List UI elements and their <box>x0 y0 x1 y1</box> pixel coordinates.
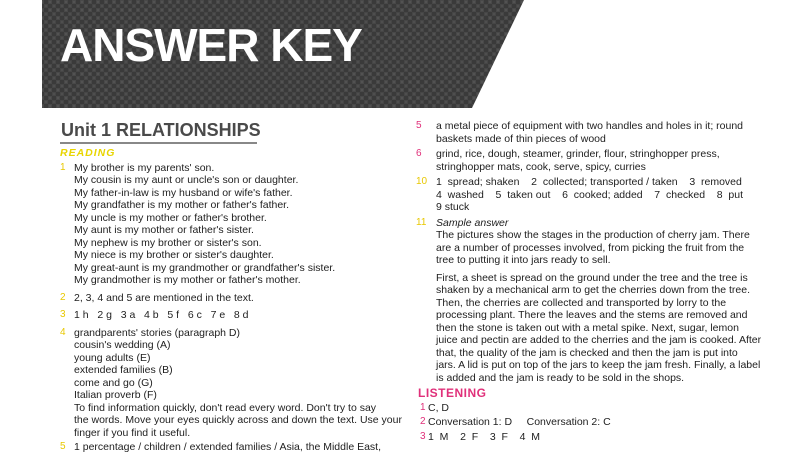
item-number: 5 <box>416 120 422 131</box>
answer-line: 1 percentage / children / extended families / Asia, the Middle East, <box>74 441 382 453</box>
answer-line: then the stone is taken out with a metal spike. Next, sugar, lemon <box>436 321 739 334</box>
item-number: 3 <box>60 309 66 320</box>
item-number: 11 <box>416 216 427 228</box>
answer-key-page <box>0 110 808 468</box>
answer-item-4 <box>60 327 405 440</box>
answer-line: Then, the cherries are collected and transported by lorry to the <box>436 296 727 309</box>
answer-line: grandparents' stories (paragraph D) <box>74 326 241 339</box>
answer-line: finger if you find it useful. <box>74 426 191 439</box>
listening-heading: LISTENING <box>418 386 487 400</box>
left-column <box>60 147 405 454</box>
answer-line: 9 stuck <box>436 201 470 213</box>
answer-line: are a number of processes involved, from picking the fruit from the <box>436 241 745 254</box>
listening-item-2 <box>416 416 786 429</box>
unit-title-underline <box>60 142 257 144</box>
header-banner <box>0 0 808 110</box>
answer-item-5 <box>60 441 405 454</box>
answer-line: stringhopper mats, cook, serve, spicy, curries <box>436 160 646 173</box>
reading-heading: READING <box>60 147 116 159</box>
answer-line: My niece is my brother or sister's daughter. <box>74 249 274 261</box>
answer-line: that, the quality of the jam is checked and then the jam is put into <box>436 346 738 359</box>
item-number: 5 <box>60 441 66 452</box>
answer-item-10 <box>416 176 786 214</box>
item-number: 2 <box>60 291 66 303</box>
answer-line: First, a sheet is spread on the ground under the tree and the tree is <box>436 271 748 284</box>
answer-line: 2, 3, 4 and 5 are mentioned in the text. <box>74 291 254 304</box>
answer-line: cousin's wedding (A) <box>74 339 171 351</box>
answer-line: young adults (E) <box>74 351 151 364</box>
answer-line: My aunt is my mother or father's sister. <box>74 224 254 236</box>
listening-item-3 <box>416 431 786 444</box>
answer-item-1 <box>60 162 405 287</box>
answer-line: My nephew is my brother or sister's son. <box>74 236 262 249</box>
answer-line: baskets made of thin pieces of wood <box>436 132 606 145</box>
answer-item-6 <box>416 148 786 173</box>
answer-line: shaken by a mechanical arm to get the cherries down from the tree. <box>436 284 750 296</box>
item-number: 1 <box>60 161 66 173</box>
answer-line: 1 spread; shaken 2 collected; transported / taken 3 removed <box>436 176 742 188</box>
answer-line: Italian proverb (F) <box>74 389 157 401</box>
item-number: 3 <box>420 430 426 442</box>
right-column <box>416 120 786 443</box>
answer-line: To find information quickly, don't read every word. Don't try to say <box>74 401 377 414</box>
answer-item-3 <box>60 309 405 322</box>
answer-line: My grandfather is my mother or father's father. <box>74 199 290 211</box>
item-number: 2 <box>420 416 426 427</box>
answer-line: tree to putting it into jars ready to sell. <box>436 254 611 266</box>
answer-line: juice and pectin are added to the cherries and the jam is cooked. After <box>436 334 762 346</box>
answer-line: My uncle is my mother or father's brother. <box>74 211 267 224</box>
item-number: 10 <box>416 176 428 187</box>
answer-line: extended families (B) <box>74 364 173 376</box>
answer-line: Conversation 1: D Conversation 2: C <box>428 416 611 428</box>
item-number: 1 <box>420 401 426 413</box>
answer-line: My father-in-law is my husband or wife's father. <box>74 186 293 199</box>
page-title: ANSWER KEY <box>60 19 362 71</box>
answer-line: processing plant. There the leaves and the stems are removed and <box>436 309 748 321</box>
unit-title: Unit 1 RELATIONSHIPS <box>61 120 261 140</box>
answer-item-5-cont <box>416 120 786 145</box>
answer-line: 1 M 2 F 3 F 4 M <box>428 430 541 443</box>
answer-line: a metal piece of equipment with two handles and holes in it; round <box>436 120 744 132</box>
answer-line: come and go (G) <box>74 376 153 389</box>
answer-item-11 <box>416 217 786 385</box>
answer-line: 1 h 2 g 3 a 4 b 5 f 6 c 7 e 8 d <box>74 309 249 321</box>
answer-line: grind, rice, dough, steamer, grinder, flour, stringhopper press, <box>436 148 720 160</box>
answer-line: The pictures show the stages in the production of cherry jam. There <box>436 229 750 241</box>
answer-item-2 <box>60 292 405 305</box>
answer-line: My brother is my parents' son. <box>74 161 215 174</box>
sample-answer-label: Sample answer <box>436 216 509 229</box>
answer-line: the words. Move your eyes quickly across and down the text. Use your <box>74 414 402 426</box>
answer-line: My cousin is my aunt or uncle's son or daughter. <box>74 174 299 186</box>
item-number: 6 <box>416 148 422 159</box>
answer-line: My great-aunt is my grandmother or grandfather's sister. <box>74 261 336 274</box>
item-number: 4 <box>60 326 66 338</box>
answer-line: 4 washed 5 taken out 6 cooked; added 7 checked 8 put <box>436 188 744 201</box>
listening-item-1 <box>416 402 786 415</box>
answer-line: jars. A lid is put on top of the jars to keep the jam fresh. Finally, a label <box>436 359 761 371</box>
answer-line: is added and the jam is ready to be sold in the shops. <box>436 371 685 384</box>
answer-line: C, D <box>428 401 449 414</box>
answer-line: My grandmother is my mother or father's mother. <box>74 274 301 286</box>
